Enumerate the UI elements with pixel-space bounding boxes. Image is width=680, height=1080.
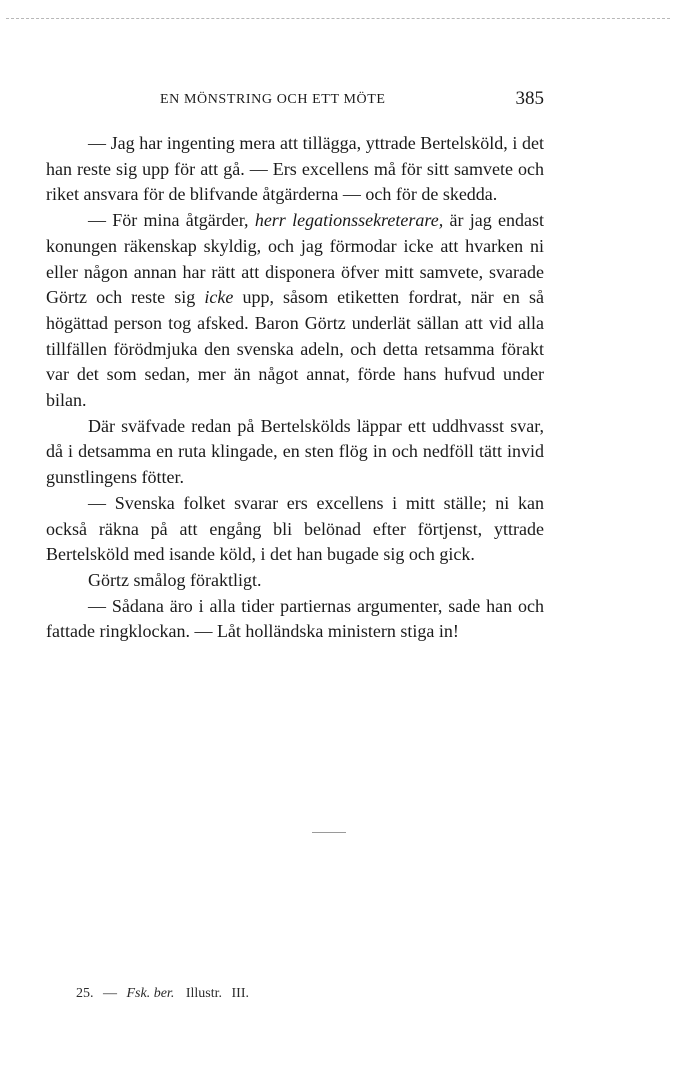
scan-edge-line <box>6 18 670 19</box>
page-number: 385 <box>515 88 544 109</box>
paragraph: — Jag har ingenting mera att tillägga, yttrade Bertelsköld, i det han reste sig upp för att gå. — Ers excellens må för sitt samvete och riket ansvara för de blifvande åtgärderna — och för de skedda. <box>46 133 544 205</box>
paragraph-text: — För mina åtgärder, <box>88 210 255 231</box>
printer-signature <box>76 986 255 1002</box>
paragraph: Där sväfvade redan på Bertelskölds läppar ett uddhvasst svar, då i detsamma en ruta klingade, en sten flög in och nedföll tätt invid gunstlingens fötter. <box>46 415 544 488</box>
paragraph: — Sådana äro i alla tider partiernas argumenter, sade han och fattade ringklockan. — Låt holländska ministern stiga in! <box>46 595 544 642</box>
paragraph: Görtz smålog föraktligt. <box>88 569 262 590</box>
section-end-rule <box>312 832 346 833</box>
italic-text: herr legationssekreterare, <box>254 210 444 231</box>
signature-volume: III. <box>231 986 249 1001</box>
signature-series: Fsk. ber. <box>126 986 175 1001</box>
paragraph-text: är jag endast konungen räkenskap skyldig, och jag förmodar icke att hvarken ni eller någon annan har rätt att disponera öfver mitt samvete, svarade Görtz och reste sig <box>46 210 544 308</box>
signature-title: Illustr. <box>185 986 222 1001</box>
paragraph <box>46 208 544 414</box>
running-head <box>46 88 544 112</box>
italic-text: icke <box>204 287 234 308</box>
body-text <box>46 131 544 645</box>
running-title: EN MÖNSTRING OCH ETT MÖTE <box>160 92 386 107</box>
signature-number: 25. <box>76 986 94 1001</box>
paragraph-text: upp, såsom etiketten fordrat, när en så högättad person tog afsked. Baron Görtz underlät sällan att vid alla tillfällen förödmjuka den svenska adeln, och detta retsamma förakt var det som sedan, mer än något annat, förde hans hufvud under bilan. <box>46 287 544 411</box>
signature-dash: — <box>103 986 117 1001</box>
paragraph: — Svenska folket svarar ers excellens i mitt ställe; ni kan också räkna på att engång bli belönad efter förtjenst, yttrade Bertelsköld med isande köld, i det han bugade sig och gick. <box>46 492 544 565</box>
